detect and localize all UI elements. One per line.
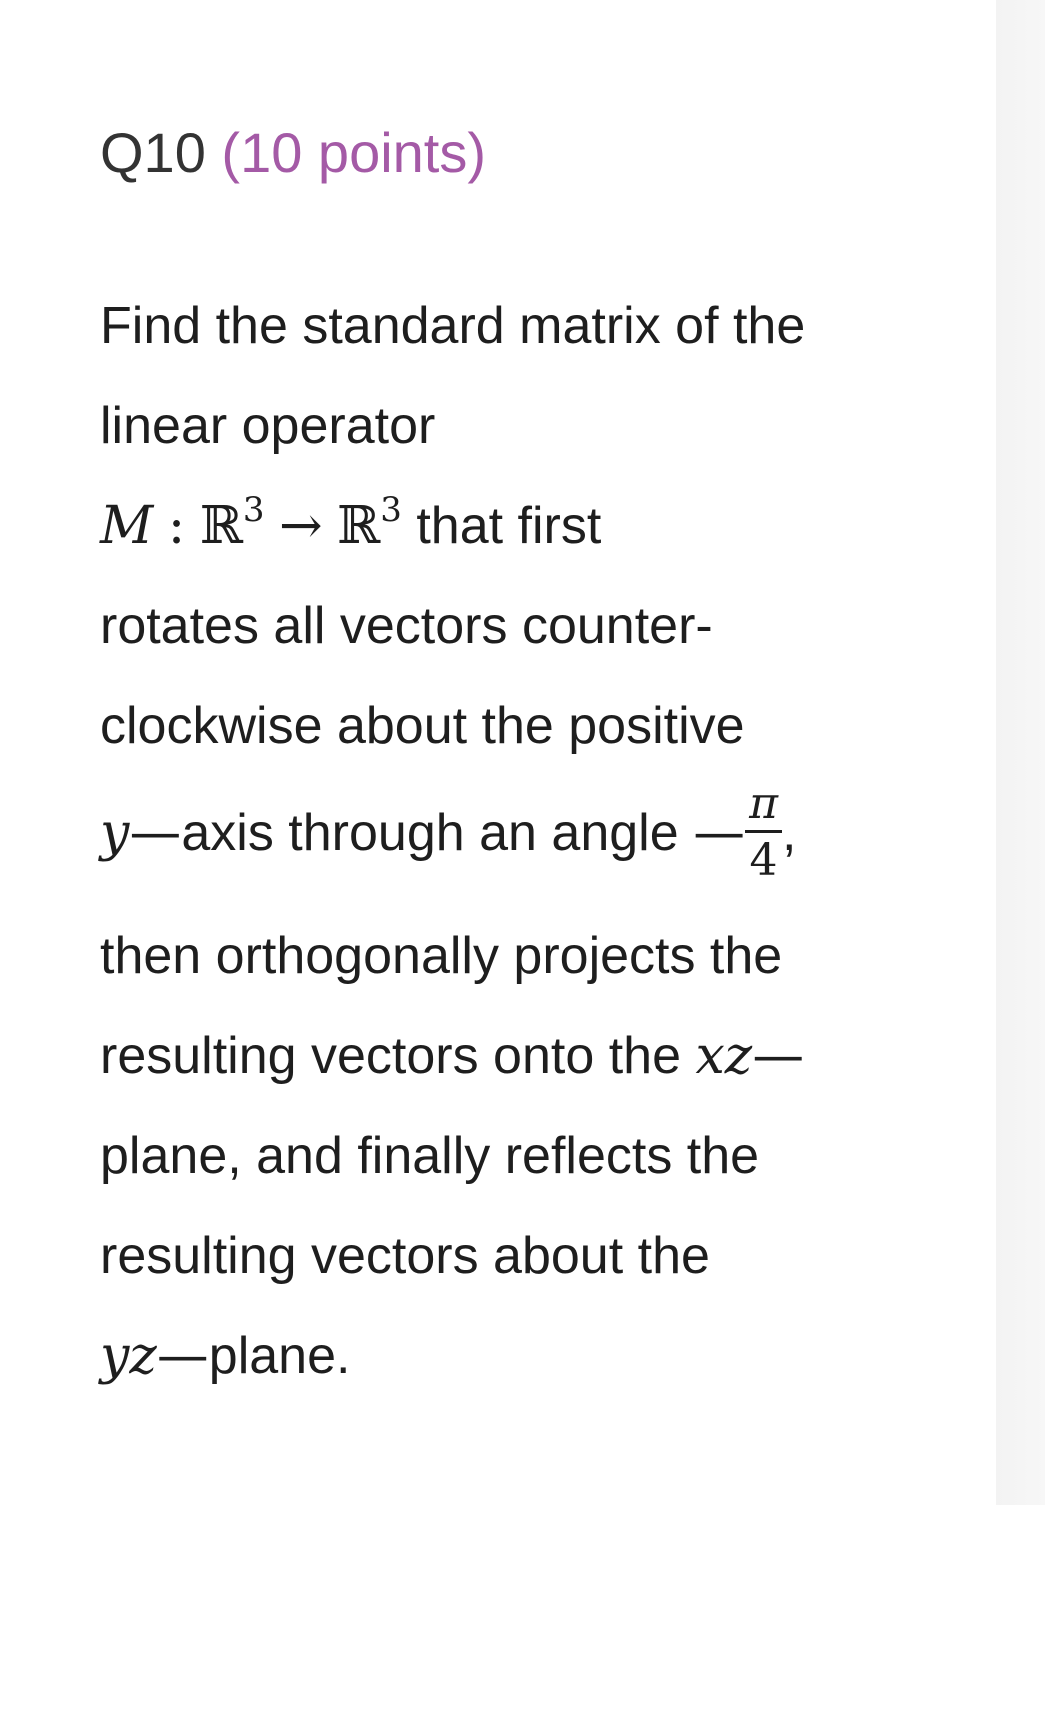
plane-variable: xz bbox=[695, 1026, 753, 1086]
text-line bbox=[100, 1216, 980, 1316]
line-text: plane, and finally reflects the bbox=[100, 1127, 760, 1185]
line-text: axis through an angle bbox=[181, 804, 679, 863]
codomain-symbol: ℝ bbox=[337, 496, 381, 556]
plane-variable: yz bbox=[100, 1326, 157, 1386]
question-text bbox=[100, 286, 980, 1416]
text-line bbox=[100, 1016, 980, 1116]
question-header bbox=[100, 118, 486, 188]
scroll-gutter bbox=[996, 0, 1045, 1505]
text-line bbox=[100, 586, 980, 686]
rotation-angle-line bbox=[100, 778, 980, 916]
plane-dash: — bbox=[752, 1026, 805, 1086]
line-text: then orthogonally projects the bbox=[100, 927, 783, 985]
arrow-symbol: → bbox=[279, 496, 323, 556]
line-text: resulting vectors onto the bbox=[100, 1027, 681, 1085]
line-text: linear operator bbox=[100, 397, 436, 455]
question-number: Q10 bbox=[100, 121, 206, 184]
line-text: clockwise about the positive bbox=[100, 697, 745, 755]
codomain-exponent: 3 bbox=[380, 490, 402, 530]
angle-numerator: π bbox=[745, 782, 782, 833]
text-line bbox=[100, 686, 980, 786]
axis-dash: — bbox=[129, 803, 182, 864]
operator-definition bbox=[100, 486, 980, 586]
text-line bbox=[100, 386, 980, 486]
angle-sign: — bbox=[693, 803, 746, 864]
angle-comma: , bbox=[782, 804, 797, 863]
text-line bbox=[100, 916, 980, 1016]
line-text: that first bbox=[416, 497, 602, 555]
line-text: plane. bbox=[208, 1327, 351, 1385]
text-line bbox=[100, 286, 980, 386]
plane-dash: — bbox=[156, 1326, 209, 1386]
angle-fraction bbox=[745, 778, 782, 886]
domain-exponent: 3 bbox=[242, 490, 265, 530]
line-text: rotates all vectors counter- bbox=[100, 597, 713, 655]
angle-denominator: 4 bbox=[749, 835, 778, 886]
axis-variable: y bbox=[100, 803, 130, 864]
line-text: resulting vectors about the bbox=[100, 1227, 710, 1285]
text-line bbox=[100, 1116, 980, 1216]
operator-symbol: M bbox=[100, 496, 154, 556]
colon-symbol: : bbox=[167, 496, 186, 556]
line-text: Find the standard matrix of the bbox=[100, 297, 806, 355]
text-line bbox=[100, 1316, 980, 1416]
domain-symbol: ℝ bbox=[199, 496, 243, 556]
question-points: (10 points) bbox=[221, 121, 486, 184]
